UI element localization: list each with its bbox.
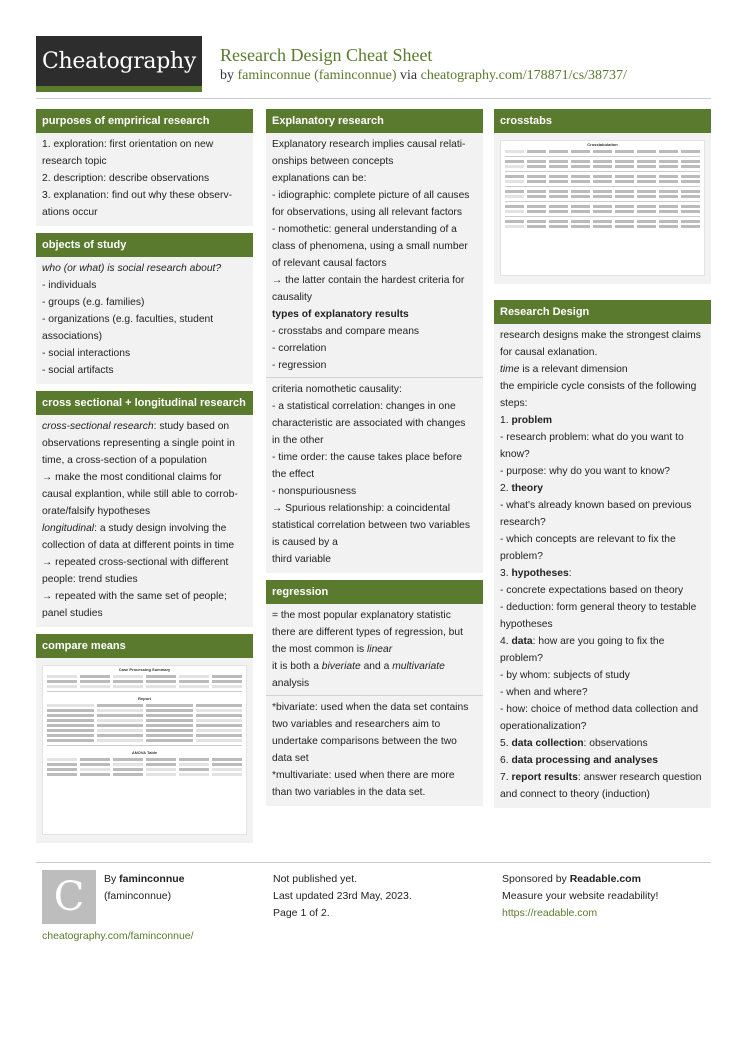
text-line: associations) bbox=[42, 331, 103, 342]
text-line: - deduction: form general theory to testable bbox=[500, 602, 697, 613]
text-line: characteristic are associated with changes bbox=[272, 418, 466, 429]
footer-divider bbox=[36, 862, 711, 863]
page-title: Research Design Cheat Sheet bbox=[220, 45, 433, 65]
text-fragment: : observations bbox=[583, 738, 648, 749]
purposes-body bbox=[36, 133, 253, 226]
row-divider bbox=[266, 377, 483, 378]
step-line bbox=[500, 735, 705, 752]
text-line: onships between concepts bbox=[272, 156, 394, 167]
text-line: collection of data at different points in time bbox=[42, 540, 235, 551]
image-table bbox=[47, 704, 242, 746]
text-line: undertake comparisons between the two bbox=[272, 736, 457, 747]
step-number: 1. bbox=[500, 415, 512, 426]
step-title: data collection bbox=[511, 738, 584, 749]
text-line: time, a cross-section of a population bbox=[42, 455, 207, 466]
text-line bbox=[500, 361, 705, 378]
question-line: who (or what) is social research about? bbox=[42, 263, 222, 274]
header-divider bbox=[36, 98, 711, 99]
text-line: third variable bbox=[272, 554, 331, 565]
text-line: of relevant causal factors bbox=[272, 258, 387, 269]
text-line: hypotheses bbox=[500, 619, 553, 630]
image-table bbox=[505, 150, 700, 228]
text-line: - which concepts are relevant to fix the bbox=[500, 534, 676, 545]
text-line: there are different types of regression, but bbox=[272, 627, 463, 638]
image-table bbox=[47, 758, 242, 776]
compare-means-body bbox=[36, 658, 253, 843]
step-line bbox=[500, 480, 705, 497]
step-title: problem bbox=[511, 415, 553, 426]
text-line: observations representing a single point in bbox=[42, 438, 235, 449]
text-line: - research problem: what do you want to bbox=[500, 432, 684, 443]
text-line: 3. explanation: find out why these observ- bbox=[42, 190, 233, 201]
text-line: - organizations (e.g. faculties, student bbox=[42, 314, 214, 325]
byline bbox=[220, 68, 627, 84]
text-line: - individuals bbox=[42, 280, 97, 291]
text-line: research designs make the strongest claims bbox=[500, 330, 701, 341]
text-line: than two variables in the data set. bbox=[272, 787, 426, 798]
text-line: operationalization? bbox=[500, 721, 587, 732]
text-line: research topic bbox=[42, 156, 107, 167]
text-line: - purpose: why do you want to know? bbox=[500, 466, 670, 477]
text-line: *multivariate: used when there are more bbox=[272, 770, 455, 781]
text-line: - regression bbox=[272, 360, 327, 371]
author-line bbox=[104, 871, 185, 888]
text-line: - by whom: subjects of study bbox=[500, 670, 630, 681]
regression-body bbox=[266, 604, 483, 806]
text-line: the effect bbox=[272, 469, 315, 480]
step-title: data processing and analyses bbox=[511, 755, 658, 766]
text-fragment: it is both a bbox=[272, 661, 322, 672]
image-caption: Report bbox=[138, 696, 151, 701]
footer-author bbox=[104, 871, 185, 905]
text-line: orate/falsify hypotheses bbox=[42, 506, 151, 517]
text-line bbox=[272, 658, 477, 675]
step-line bbox=[500, 565, 705, 582]
text-line: - what's already known based on previous bbox=[500, 500, 692, 511]
term: longitudinal bbox=[42, 523, 95, 534]
text-line: ations occur bbox=[42, 207, 98, 218]
text-line: - a statistical correlation: changes in one bbox=[272, 401, 456, 412]
definition: : a study design involving the bbox=[94, 523, 227, 534]
step-number: 2. bbox=[500, 483, 512, 494]
text-line: explanations can be: bbox=[272, 173, 367, 184]
text-line: class of phenomena, using a small number bbox=[272, 241, 468, 252]
text-line: criteria nomothetic causality: bbox=[272, 384, 402, 395]
step-line bbox=[500, 633, 705, 650]
text-line: - crosstabs and compare means bbox=[272, 326, 420, 337]
sponsor-link[interactable]: https://readable.com bbox=[502, 907, 598, 919]
text-fragment: is a relevant dimension bbox=[519, 364, 628, 375]
crosstabs-box bbox=[494, 109, 711, 284]
profile-link[interactable]: cheatography.com/faminconnue/ bbox=[42, 930, 194, 942]
step-number: 3. bbox=[500, 568, 512, 579]
text-line: → repeated cross-sectional with different bbox=[42, 557, 229, 568]
research-design-heading: Research Design bbox=[494, 300, 711, 324]
text-fragment: and a bbox=[360, 661, 393, 672]
image-table bbox=[47, 675, 242, 692]
text-line: → repeated with the same set of people; bbox=[42, 591, 227, 602]
by-label: By bbox=[104, 873, 120, 885]
step-number: 4. bbox=[500, 636, 512, 647]
text-line: - when and where? bbox=[500, 687, 588, 698]
text-line: causality bbox=[272, 292, 313, 303]
avatar[interactable]: C bbox=[42, 870, 96, 924]
text-line: 2. description: describe observations bbox=[42, 173, 210, 184]
text-line: - concrete expectations based on theory bbox=[500, 585, 684, 596]
objects-body bbox=[36, 257, 253, 384]
column-1 bbox=[36, 109, 253, 850]
text-line: panel studies bbox=[42, 608, 103, 619]
text-line: two variables and researchers aim to bbox=[272, 719, 441, 730]
text-line: 1. exploration: first orientation on new bbox=[42, 139, 214, 150]
regression-heading: regression bbox=[266, 580, 483, 604]
step-number: 7. bbox=[500, 772, 512, 783]
text-line: causal explantion, while still able to corrob- bbox=[42, 489, 238, 500]
explanatory-body bbox=[266, 133, 483, 573]
by-label: by bbox=[220, 68, 234, 83]
regression-box bbox=[266, 580, 483, 806]
step-title: theory bbox=[511, 483, 543, 494]
step-line bbox=[500, 412, 705, 429]
text-line: *bivariate: used when the data set contains bbox=[272, 702, 469, 713]
text-line: in the other bbox=[272, 435, 324, 446]
compare-means-box bbox=[36, 634, 253, 843]
text-line: for observations, using all relevant factors bbox=[272, 207, 463, 218]
text-line: statistical correlation between two variables bbox=[272, 520, 471, 531]
footer-status bbox=[273, 871, 412, 922]
image-caption: ANOVA Table bbox=[131, 750, 158, 755]
text-line: people: trend studies bbox=[42, 574, 138, 585]
text-line: - social artifacts bbox=[42, 365, 114, 376]
purposes-heading: purposes of emprirical research bbox=[36, 109, 253, 133]
text-line: - idiographic: complete picture of all causes bbox=[272, 190, 470, 201]
text-line bbox=[42, 418, 247, 435]
sponsor-line bbox=[502, 871, 658, 888]
term: cross-sectional research bbox=[42, 421, 154, 432]
explanatory-heading: Explanatory research bbox=[266, 109, 483, 133]
step-title: report results bbox=[511, 772, 578, 783]
definition: : study based on bbox=[153, 421, 230, 432]
term: biveriate bbox=[321, 661, 361, 672]
term: multivariate bbox=[392, 661, 445, 672]
cross-sectional-heading: cross sectional + longitudinal research bbox=[36, 391, 253, 415]
explanatory-box bbox=[266, 109, 483, 573]
text-line: Explanatory research implies causal relati- bbox=[272, 139, 466, 150]
purposes-box bbox=[36, 109, 253, 226]
step-number: 6. bbox=[500, 755, 512, 766]
crosstabs-body bbox=[494, 133, 711, 284]
text-line: - nonspuriousness bbox=[272, 486, 357, 497]
step-number: 5. bbox=[500, 738, 512, 749]
text-line: → make the most conditional claims for bbox=[42, 472, 222, 483]
text-line: - correlation bbox=[272, 343, 327, 354]
step-title: data bbox=[511, 636, 533, 647]
username-link[interactable]: faminconnue bbox=[119, 873, 185, 885]
text-line bbox=[42, 520, 247, 537]
last-updated: Last updated 23rd May, 2023. bbox=[273, 890, 412, 902]
text-line: problem? bbox=[500, 653, 543, 664]
text-line: steps: bbox=[500, 398, 528, 409]
footer-sponsor bbox=[502, 871, 658, 922]
page-number: Page 1 of 2. bbox=[273, 907, 330, 919]
text-line: for causal exlanation. bbox=[500, 347, 598, 358]
text-line: know? bbox=[500, 449, 530, 460]
research-design-body bbox=[494, 324, 711, 808]
compare-means-image bbox=[42, 665, 247, 835]
text-fragment: : bbox=[568, 568, 572, 579]
text-line: - time order: the cause takes place before bbox=[272, 452, 463, 463]
term: time bbox=[500, 364, 520, 375]
sponsor-name[interactable]: Readable.com bbox=[569, 873, 641, 885]
text-line: analysis bbox=[272, 678, 310, 689]
image-caption: Crosstabulation bbox=[587, 142, 618, 147]
subheading: types of explanatory results bbox=[272, 309, 409, 320]
objects-box bbox=[36, 233, 253, 384]
text-line: data set bbox=[272, 753, 309, 764]
text-line: - how: choice of method data collection and bbox=[500, 704, 699, 715]
text-line: - social interactions bbox=[42, 348, 131, 359]
column-3 bbox=[494, 109, 711, 815]
text-line: the empiricle cycle consists of the following bbox=[500, 381, 697, 392]
cheatography-logo[interactable]: Cheatography bbox=[36, 36, 202, 92]
via-label: via bbox=[400, 68, 418, 83]
publish-status: Not published yet. bbox=[273, 873, 358, 885]
text-line: and connect to theory (induction) bbox=[500, 789, 650, 800]
cross-sectional-body bbox=[36, 415, 253, 627]
step-line bbox=[500, 769, 705, 786]
column-2 bbox=[266, 109, 483, 813]
text-fragment: : answer research question bbox=[577, 772, 702, 783]
row-divider bbox=[266, 695, 483, 696]
text-line: is caused by a bbox=[272, 537, 338, 548]
objects-heading: objects of study bbox=[36, 233, 253, 257]
sheet-url-link[interactable]: cheatography.com/178871/cs/38737/ bbox=[420, 68, 627, 83]
cross-sectional-box bbox=[36, 391, 253, 627]
text-line bbox=[272, 641, 477, 658]
step-line bbox=[500, 752, 705, 769]
crosstabs-image bbox=[500, 140, 705, 276]
text-line: problem? bbox=[500, 551, 543, 562]
author-link[interactable]: faminconnue (faminconnue) bbox=[237, 68, 397, 83]
text-line: → the latter contain the hardest criteria for bbox=[272, 275, 465, 286]
text-line: research? bbox=[500, 517, 546, 528]
crosstabs-heading: crosstabs bbox=[494, 109, 711, 133]
sponsor-prefix: Sponsored by bbox=[502, 873, 570, 885]
text-line: → Spurious relationship: a coincidental bbox=[272, 503, 451, 514]
compare-means-heading: compare means bbox=[36, 634, 253, 658]
step-title: hypotheses bbox=[511, 568, 569, 579]
text-line: = the most popular explanatory statistic bbox=[272, 610, 451, 621]
term: linear bbox=[367, 644, 393, 655]
text-fragment: the most common is bbox=[272, 644, 367, 655]
handle: (faminconnue) bbox=[104, 890, 172, 902]
text-line: - nomothetic: general understanding of a bbox=[272, 224, 457, 235]
text-fragment: : how are you going to fix the bbox=[532, 636, 665, 647]
text-line: - groups (e.g. families) bbox=[42, 297, 145, 308]
sponsor-text: Measure your website readability! bbox=[502, 890, 659, 902]
header bbox=[220, 45, 627, 84]
image-caption: Case Processing Summary bbox=[118, 667, 171, 672]
research-design-box bbox=[494, 300, 711, 808]
